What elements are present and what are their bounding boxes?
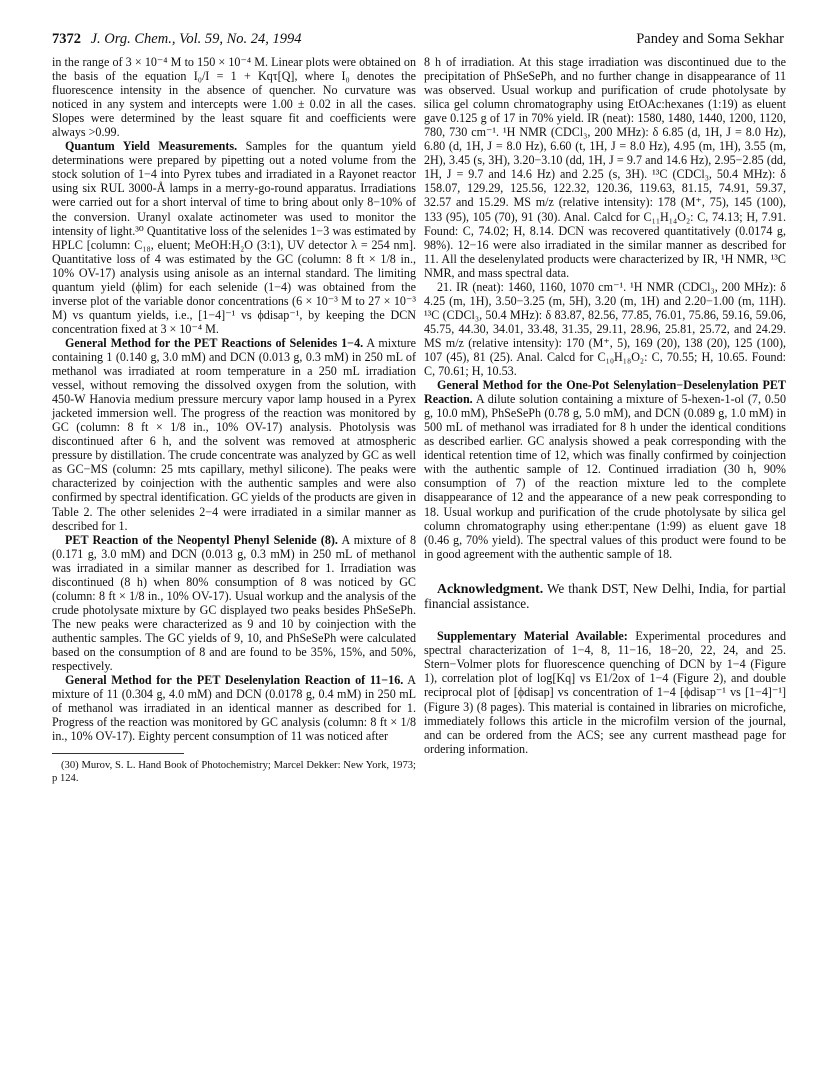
body-pet-selenides: A mixture containing 1 (0.140 g, 3.0 mM) and DCN (0.013 g, 0.3 mM) in 250 mL of methanol was irradiated at room temperature in a 250 mL irradiation vessel, without removing the dissolved oxygen from the solution, with 450-W Hanovia medium pressure mercury vapor lamp housed in a Pyrex jacketed immersion well. The progress of the reaction was monitored by GC (column: 8 ft × 1/8 in., 10% OV-17) analysis. Photolysis was discontinued after 6 h, and the solvent was removed at atmospheric pressure by distillation. The crude concentrate was analyzed by GC as well as GC−MS (column: 25 mts capillary, methyl silicone). The peaks were characterized by coinjection with the authentic samples and were also confirmed by spectral identification. GC yields of the products are given in Table 2. The other selenides 2−4 were irradiated in a similar manner as described for 1. xyxy=(52,335,416,533)
heading-neopentyl: PET Reaction of the Neopentyl Phenyl Selenide (8). xyxy=(65,532,338,547)
section-neopentyl xyxy=(52,533,416,673)
heading-supplementary: Supplementary Material Available: xyxy=(437,629,628,644)
body-deselenylation: A mixture of 11 (0.304 g, 4.0 mM) and DCN (0.0178 g, 0.4 mM) in 250 mL of methanol was irradiated in an identical manner as described for 1. Progress of the reaction was monitored by GC analysis (column: 8 ft × 1/8 in., 10% OV-17). Eighty percent consumption of 11 was noticed after xyxy=(52,673,417,744)
body-supplementary: Experimental procedures and spectral characterization of 1−4, 8, 11−16, 18−20, 22, 24, and 25. Stern−Volmer plots for fluorescence quenching of DCN by 1−4 (Figure 1), correlation plot of log[Kq] vs E1/2ox of 1−4 (Figure 2), and double reciprocal plot of [ϕdisap] vs concentration of 1−4 [ϕdisap⁻¹ vs [1−4]⁻¹] (Figure 3) (8 pages). This material is contained in libraries on microfiche, immediately follows this article in the microfilm version of the journal, and can be ordered from the ACS; see any current masthead page for ordering information. xyxy=(424,629,786,756)
acknowledgment xyxy=(424,581,786,612)
section-deselenylation xyxy=(52,673,416,743)
section-one-pot xyxy=(424,378,786,561)
running-authors: Pandey and Soma Sekhar xyxy=(636,31,784,47)
supplementary-material xyxy=(424,629,786,755)
body-quantum-yield: Samples for the quantum yield determinations were prepared by pipetting out a noted volume from the stock solution of 1−4 into Pyrex tubes and irradiated in a Rayonet reactor using six RUL 3000-Å lamps in a merry-go-round apparatus. Irradiations were carried out for a short interval of time to bring about only 8−10% of the conversion. Uranyl oxalate actinometer was used to monitor the intensity of light.³⁰ Quantitative loss of the selenides 1−3 was estimated by HPLC [column: C₁₈, eluent; MeOH:H₂O (3:1), UV detector λ = 254 nm]. Quantitative loss of 4 was estimated by the GC (column: 8 ft × 1/8 in., 10% OV-17) analysis using anisole as an internal standard. The limiting quantum yield (ϕlim) for each selenide (1−4) was obtained from the inverse plot of the variable donor concentrations (6 × 10⁻³ M to 27 × 10⁻³ M) vs quantum yields, i.e., [1−4]⁻¹ vs ϕdisap⁻¹, by keeping the DCN concentration fixed at 3 × 10⁻⁴ M. xyxy=(52,139,416,336)
heading-pet-selenides: General Method for the PET Reactions of Selenides 1−4. xyxy=(65,335,364,350)
footnote-30: (30) Murov, S. L. Hand Book of Photochemistry; Marcel Dekker: New York, 1973; p 124. xyxy=(52,760,416,784)
heading-acknowledgment: Acknowledgment. xyxy=(437,580,544,596)
body-one-pot: A dilute solution containing a mixture of 5-hexen-1-ol (7, 0.50 g, 10.0 mM), PhSeSePh (0.78 g, 5.0 mM), and DCN (0.089 g, 1.0 mM) in 500 mL of methanol was irradiated for 8 h under the identical conditions as described earlier. GC analysis showed a peak corresponding with the identical retention time of 12, which was finally confirmed by coinjection with the authentic sample of 12. Continued irradiation (30 h, 90% consumption of 7) of the reaction mixture led to the complete disappearance of 12 and the appearance of a new peak corresponding to 18. Usual workup and purification of the crude photolysate by silica gel column chromatography using ether:pentane (1:99) as eluent gave 18 (0.46 g, 70% yield). The spectral values of this product were found to be in good agreement with the authentic sample of 18. xyxy=(424,392,786,561)
page-number: 7372 xyxy=(52,31,81,47)
paragraph-compound-21: 21. IR (neat): 1460, 1160, 1070 cm⁻¹. ¹H NMR (CDCl₃, 200 MHz): δ 4.25 (m, 1H), 3.50−3.25 (m, 5H), 3.20 (m, 1H) and 2.20−1.00 (m, 11H). ¹³C (CDCl₃, 50.4 MHz): δ 83.87, 82.56, 77.85, 76.01, 75.86, 59.16, 59.06, 45.75, 44.30, 34.01, 33.48, 31.35, 29.11, 28.96, 25.81, 25.72, and 24.29. MS m/z (relative intensity): 170 (M⁺, 5), 169 (20), 138 (20), 125 (100), 107 (45), 81 (25). Anal. Calcd for C₁₀H₁₈O₂: C, 70.55; H, 10.65. Found: C, 70.61; H, 10.53. xyxy=(424,279,786,379)
body-acknowledgment: We thank DST, New Delhi, India, for partial financial assistance. xyxy=(424,580,786,611)
header-left xyxy=(52,31,302,48)
paragraph-fluorescence: in the range of 3 × 10⁻⁴ M to 150 × 10⁻⁴ M. Linear plots were obtained on the basis of the equation I₀/I = 1 + Kqτ[Q], where I₀ denotes the fluorescence intensity in the absence of quencher. No curvature was noticed in any system and intercepts were 1.00 ± 0.02 in all the cases. Slopes were determined by the least square fit and coefficients were always >0.99. xyxy=(52,55,416,140)
page-header xyxy=(52,31,784,51)
section-pet-selenides xyxy=(52,336,416,533)
left-column xyxy=(52,55,416,785)
footnote-rule xyxy=(52,753,184,754)
heading-deselenylation: General Method for the PET Deselenylation Reaction of 11−16. xyxy=(65,673,404,688)
spacer xyxy=(424,561,786,573)
heading-one-pot: General Method for the One-Pot Selenylation−Deselenylation PET Reaction. xyxy=(424,378,786,407)
right-column xyxy=(424,55,786,756)
journal-citation: J. Org. Chem., Vol. 59, No. 24, 1994 xyxy=(90,31,302,47)
section-quantum-yield xyxy=(52,139,416,336)
paragraph-compound-17: 8 h of irradiation. At this stage irradiation was discontinued due to the precipitation of PhSeSePh, and no further change in disappearance of 11 was observed. Usual workup and purification of crude photolysate by silica gel column chromatography using EtOAc:hexanes (1:19) as eluent gave 0.125 g of 17 in 70% yield. IR (neat): 1580, 1480, 1440, 1200, 1120, 780, 730 cm⁻¹. ¹H NMR (CDCl₃, 200 MHz): δ 6.85 (d, 1H, J = 8.0 Hz), 6.80 (d, 1H, J = 8.0 Hz), 6.60 (t, 1H, J = 8.0 Hz), 4.95 (m, 1H), 3.55 (m, 2H), 3.45 (s, 3H), 3.20−3.10 (dd, 1H, J = 9.7 and 14.6 Hz), 2.95−2.85 (dd, 1H, J = 9.7 and 14.6 Hz) and 2.25 (s, 3H). ¹³C (CDCl₃, 50.4 MHz): δ 158.07, 129.29, 125.56, 122.32, 120.36, 119.63, 81.15, 74.91, 59.37, 32.57 and 15.29. MS m/z (relative intensity): 178 (M⁺, 75), 145 (100), 133 (95), 105 (70), 91 (30). Anal. Calcd for C₁₁H₁₄O₂: C, 74.13; H, 7.91. Found: C, 74.02; H, 8.14. DCN was recovered quantitatively (0.0174 g, 98%). 12−16 were also irradiated in the similar manner as described for 11. All the deselenylated products were characterized by IR, ¹H NMR, ¹³C NMR, and mass spectral data. xyxy=(424,55,786,280)
heading-quantum-yield: Quantum Yield Measurements. xyxy=(65,139,238,154)
body-neopentyl: A mixture of 8 (0.171 g, 3.0 mM) and DCN (0.013 g, 0.3 mM) in 250 mL of methanol was irradiated in a similar manner as described for 1. Irradiation was discontinued (8 h) when 80% consumption of 8 was noticed by GC (column: 8 ft × 1/8 in., 10% OV-17). Usual workup and the analysis of the crude photolysate mixture by GC displayed two peaks besides PhSeSePh. The new peaks were characterized as 9 and 10 by coinjection with the authentic samples. The GC yields of 9, 10, and PhSeSePh were calculated based on the consumption of 8 and are found to be 35%, 15%, and 50%, respectively. xyxy=(52,532,416,674)
